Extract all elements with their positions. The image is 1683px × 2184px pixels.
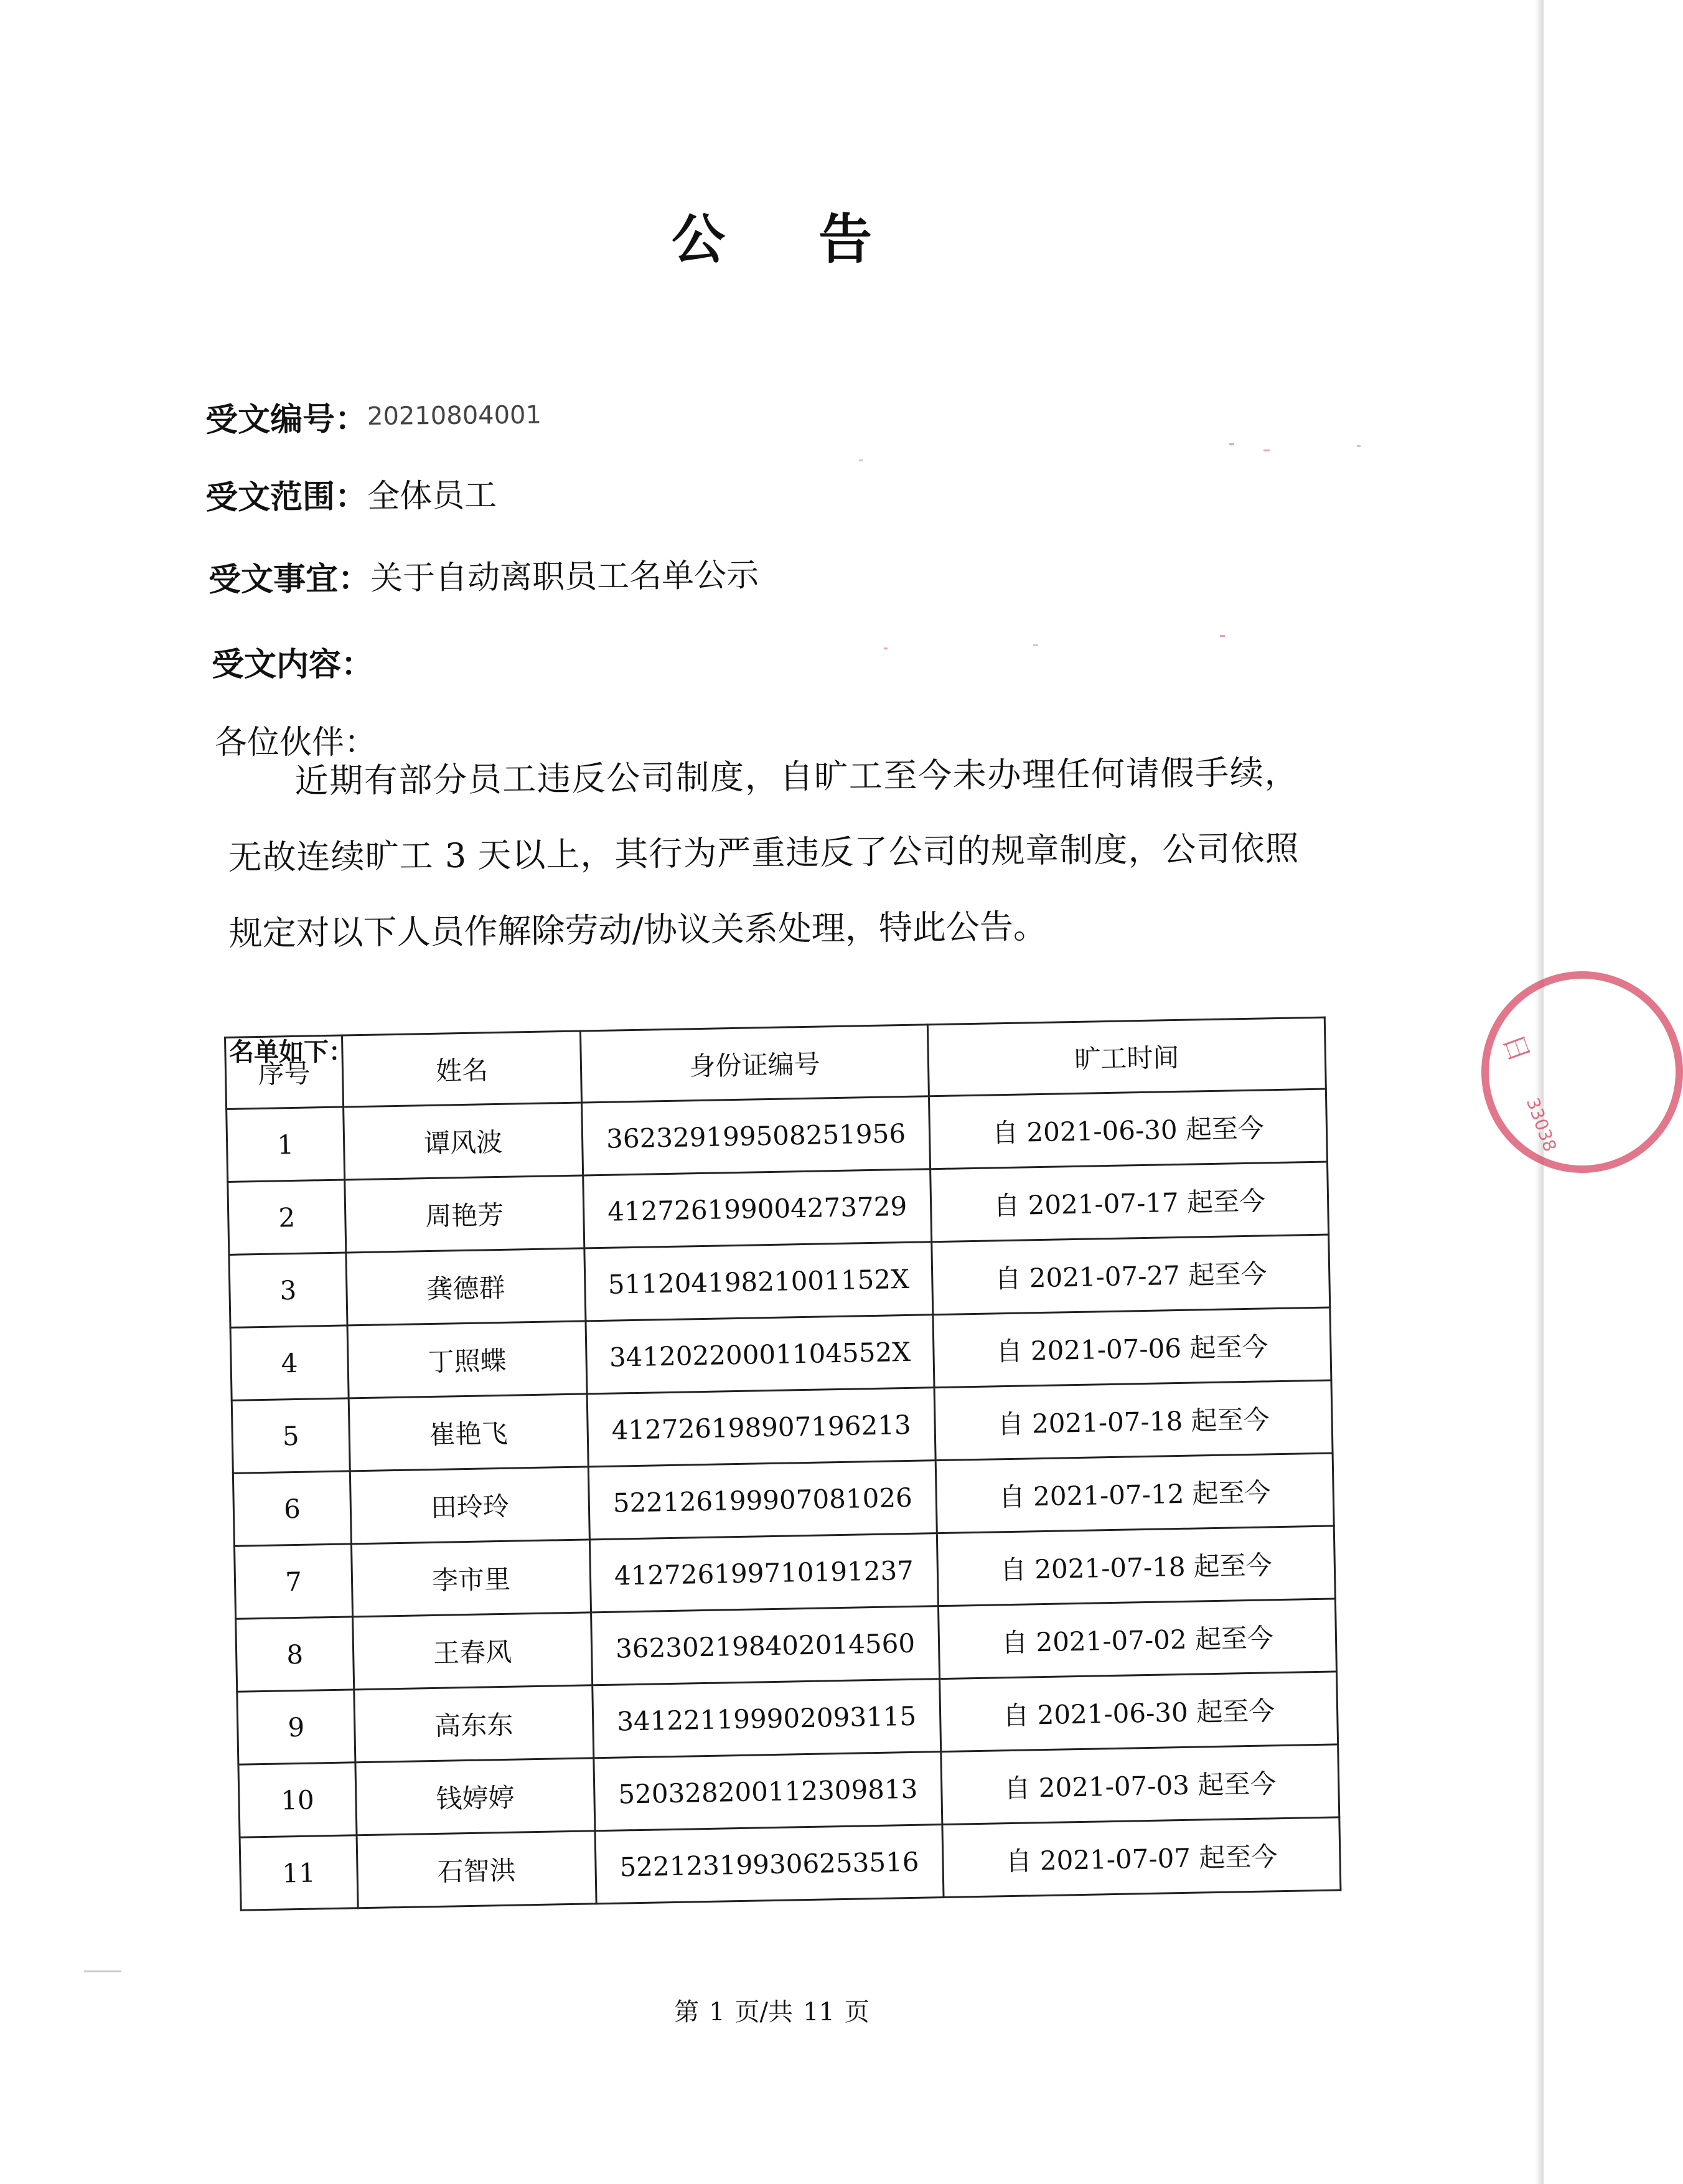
cell-id-number: 520328200112309813 (594, 1752, 942, 1831)
scan-speck (1263, 450, 1270, 451)
cell-name: 谭风波 (344, 1103, 583, 1180)
cell-index: 1 (227, 1107, 345, 1182)
cell-name: 崔艳飞 (349, 1394, 588, 1471)
cell-absence-time: 自 2021-07-06 起至今 (933, 1307, 1331, 1388)
scan-speck (1357, 445, 1361, 447)
header-absence-time: 旷工时间 (927, 1017, 1326, 1096)
cell-absence-time: 自 2021-07-18 起至今 (937, 1526, 1335, 1606)
subject-label: 受文事宜： (208, 560, 371, 599)
header-id-number: 身份证编号 (580, 1025, 929, 1103)
cell-index: 6 (233, 1471, 351, 1546)
subject-value: 关于自动离职员工名单公示 (370, 557, 759, 598)
scan-speck (84, 1970, 121, 1972)
doc-number-row (205, 391, 542, 441)
scan-speck (884, 647, 888, 649)
doc-number-value: 20210804001 (367, 400, 542, 431)
cell-absence-time: 自 2021-07-18 起至今 (934, 1380, 1333, 1461)
cell-absence-time: 自 2021-07-27 起至今 (932, 1235, 1330, 1315)
scope-value: 全体员工 (367, 476, 497, 515)
cell-name: 丁照蝶 (347, 1321, 587, 1398)
scan-speck (1220, 635, 1225, 637)
dismissal-table-wrapper (224, 1017, 1341, 1911)
cell-name: 田玲玲 (350, 1467, 589, 1544)
cell-absence-time: 自 2021-07-12 起至今 (935, 1453, 1334, 1533)
cell-name: 钱婷婷 (355, 1758, 595, 1835)
page-prefix: 第 (674, 1998, 700, 2026)
header-name: 姓名 (342, 1031, 581, 1107)
cell-name: 周艳芳 (345, 1175, 584, 1253)
seal-text: 日 (1496, 1030, 1536, 1066)
doc-number-label: 受文编号： (205, 400, 368, 440)
page-total: 11 (803, 1998, 835, 2026)
cell-index: 8 (236, 1617, 354, 1692)
cell-absence-time: 自 2021-06-30 起至今 (940, 1672, 1338, 1752)
cell-name: 龚德群 (346, 1248, 586, 1325)
cell-id-number: 341221199902093115 (593, 1679, 941, 1758)
announcement-paragraph (227, 735, 1300, 972)
page-current: 1 (709, 1998, 725, 2026)
cell-id-number: 522126199907081026 (588, 1461, 937, 1540)
cell-id-number: 412726199004273729 (583, 1169, 932, 1248)
header-index: 序号 (225, 1035, 344, 1109)
cell-id-number: 362329199508251956 (582, 1096, 931, 1175)
cell-name: 王春风 (353, 1612, 593, 1690)
cell-id-number: 34120220001104552X (586, 1315, 934, 1394)
cell-name: 石智洪 (357, 1831, 596, 1908)
cell-absence-time: 自 2021-07-03 起至今 (941, 1744, 1339, 1825)
dismissal-table (224, 1017, 1341, 1911)
cell-absence-time: 自 2021-07-02 起至今 (938, 1599, 1336, 1679)
cell-index: 10 (238, 1763, 357, 1837)
scan-speck (1229, 443, 1234, 445)
page-middle: 页/共 (734, 1998, 794, 2026)
scope-row (205, 469, 497, 518)
cell-absence-time: 自 2021-07-07 起至今 (942, 1817, 1341, 1898)
cell-index: 9 (237, 1690, 355, 1764)
seal-code: 33038 (1522, 1095, 1561, 1154)
page-title: 公 告 (672, 209, 909, 271)
scan-speck (1033, 644, 1038, 646)
cell-index: 4 (230, 1325, 349, 1400)
cell-index: 5 (232, 1398, 350, 1473)
cell-index: 2 (228, 1180, 346, 1254)
cell-id-number: 412726198907196213 (587, 1388, 935, 1467)
cell-index: 7 (234, 1544, 352, 1619)
cell-id-number: 362302198402014560 (591, 1606, 940, 1685)
cell-index: 11 (240, 1835, 358, 1910)
content-row (212, 638, 373, 685)
cell-id-number: 522123199306253516 (595, 1825, 944, 1904)
paragraph-text: 近期有部分员工违反公司制度，自旷工至今未办理任何请假手续，无故连续旷工 3 天以上，其行为严重违反了公司的规章制度，公司依照规定对以下人员作解除劳动/协议关系处理，特此公告。 (228, 752, 1299, 953)
cell-name: 李市里 (351, 1540, 591, 1617)
greeting: 各位伙伴： (215, 724, 377, 761)
cell-absence-time: 自 2021-06-30 起至今 (929, 1089, 1327, 1169)
scan-speck (859, 459, 863, 461)
scope-label: 受文范围： (205, 478, 368, 517)
cell-index: 3 (229, 1253, 347, 1327)
company-seal (1481, 971, 1683, 1173)
content-label: 受文内容： (212, 646, 374, 684)
cell-id-number: 51120419821001152X (584, 1242, 933, 1321)
cell-id-number: 412726199710191237 (589, 1533, 938, 1612)
page-suffix: 页 (844, 1998, 870, 2026)
cell-name: 高东东 (354, 1685, 594, 1763)
cell-absence-time: 自 2021-07-17 起至今 (931, 1162, 1329, 1242)
subject-row (209, 548, 759, 600)
page-footer (0, 1992, 1544, 2028)
list-caption: 名单如下： (229, 1038, 354, 1066)
